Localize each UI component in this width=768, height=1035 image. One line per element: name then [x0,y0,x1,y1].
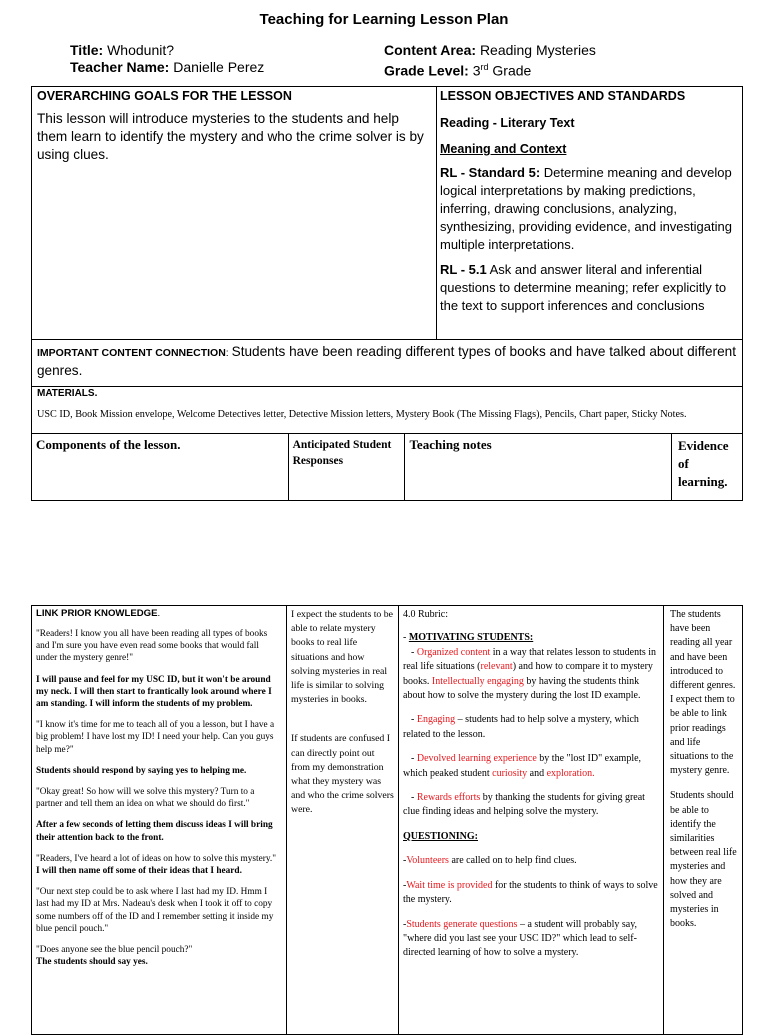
note-engaging [403,713,659,742]
note-rewards-term: Rewards efforts [416,792,481,804]
motivating-label: MOTIVATING STUDENTS: [408,632,534,644]
note-devolved-dash: - [411,753,417,765]
script-line-4: Students should respond by saying yes to helping me. [36,765,247,776]
script-line-6: After a few seconds of letting them discuss ideas I will bring their attention back to the front. [36,820,273,843]
title-field [70,42,174,59]
rubric-label: 4.0 Rubric: [403,609,448,620]
note-engaging-text: – students had to help solve a mystery, which related to the lesson. [403,714,639,740]
standard-5-1-text: Ask and answer literal and inferential questions to determine meaning; refer explicitly to the text to support inferences and conclusions [440,262,727,313]
content-connection-text: Students have been reading different types of books and have talked about different genres. [37,344,736,378]
note-curiosity-term: curiosity [492,767,528,779]
note-generate-dash: - [403,918,407,930]
note-rewards-dash: - [411,792,417,804]
components-header-table [31,433,743,501]
link-prior-heading-text: LINK PRIOR KNOWLEDGE [36,608,158,619]
note-devolved-term: Devolved learning experience [416,753,537,765]
responses-heading: Anticipated Student Responses [292,439,392,467]
evidence-heading: Evidence of learning. [678,438,729,489]
teaching-notes-heading: Teaching notes [409,437,492,452]
document-title: Teaching for Learning Lesson Plan [259,11,509,28]
note-devolved [403,752,659,781]
script-line-5: "Okay great! So how will we solve this mystery? Turn to a partner and tell them an idea on what we should do first." [36,787,255,810]
note-intellectual-term: Intellectually engaging [431,675,524,687]
note-rewards-text: by thanking the students for giving great clue finding ideas and helping solve the mystery. [403,792,645,818]
content-connection-label: IMPORTANT CONTENT CONNECTION [37,347,226,359]
content-connection-cell [32,340,743,387]
goals-heading: OVERARCHING GOALS FOR THE LESSON [37,89,292,103]
lesson-components-table [31,605,743,1035]
expected-relation: I expect the students to be able to relate mystery books to real life situations and how solving mysteries in real life is similar to solving mysteries in books. [291,609,394,706]
note-wait-time-text: for the students to think of ways to solve the mystery. [403,879,658,906]
script-line-11: The students should say yes. [36,957,148,968]
confusion-plan: If students are confused I can directly point out from my demonstration what they mystery was and who the crime solvers were. [291,733,394,816]
note-relevant-term: relevant [480,661,513,673]
script-line-7: "Readers, I've heard a lot of ideas on how to solve this mystery." [36,853,276,864]
script-line-2: I will pause and feel for my USC ID, but it won't be around my neck. I will then start to frantically look around where I am standing. I will inform the students of my problem. [36,674,272,710]
materials-label: MATERIALS. [37,388,98,399]
link-prior-heading-dot: . [157,608,161,619]
teaching-notes-cell [399,606,664,1035]
note-organized-term: Organized content [416,646,491,658]
questioning-heading: QUESTIONING: [403,830,479,842]
script-line-9: "Our next step could be to ask where I last had my ID. Hmm I last had my ID at Mrs. Nadeau's desk when I took it off to copy some numbers off of the ID and I remember setting it inside my blue pencil pouch." [36,887,274,934]
content-area-field [384,42,596,59]
evidence-col-header [672,434,743,501]
script-line-1: "Readers! I know you all have been reading all types of books and I'm sure you have even read some books that would fall under the mystery genre!" [36,629,268,664]
standard-5-text: Determine meaning and develop logical interpretations by making predictions, inferring, drawing conclusions, analyzing, synthesizing, providing evidence, and investigating multiple interpretations. [440,165,732,252]
note-engaging-term: Engaging [416,714,456,726]
link-prior-text [36,628,282,968]
evidence-of-learning-cell [664,606,743,1035]
objectives-heading: LESSON OBJECTIVES AND STANDARDS [440,89,686,103]
motivating-dash: - [403,632,409,644]
link-prior-heading [36,608,282,619]
note-volunteers-text: are called on to help find clues. [448,855,577,867]
script-line-10: "Does anyone see the blue pencil pouch?" [36,945,193,956]
content-area-value: Reading Mysteries [479,42,596,58]
note-generate-questions [403,918,659,961]
content-connection-colon: : [225,347,232,359]
anticipated-responses-cell [287,606,399,1035]
teacher-label: Teacher Name: [70,59,170,75]
note-organized-text-2: ) and how to compare it to mystery books. [403,661,653,687]
note-organized-text-3: by having the students think about how to solve the mystery during the lost ID example. [403,675,641,702]
note-volunteers [403,854,659,868]
components-heading: Components of the lesson. [36,437,181,452]
materials-cell [32,387,743,434]
note-wait-time-term: Wait time is provided [406,879,493,891]
goals-cell [32,87,437,340]
note-rewards [403,791,659,820]
note-organized [403,646,659,704]
note-generate-text: – a student will probably say, "where did you last see your USC ID?" which lead to self-directed learning of how to solve a mystery. [403,918,638,959]
note-engaging-dash: - [411,714,417,726]
materials-text: USC ID, Book Mission envelope, Welcome Detectives letter, Detective Mission letters, Mystery Book (The Missing Flags), Pencils, Chart paper, Sticky Notes. [37,409,687,420]
note-volunteers-dash: - [403,855,407,867]
teacher-field [70,59,264,76]
note-wait-time [403,879,659,908]
components-col-header [32,434,289,501]
note-devolved-text-2: and [527,767,547,779]
note-devolved-text-1: by the "lost ID" example, which peaked student [403,753,642,779]
script-line-3: "I know it's time for me to teach all of you a lesson, but I have a big problem! I have lost my ID! I need your help. Can you guys help me?" [36,720,275,755]
teacher-value: Danielle Perez [173,59,265,75]
content-area-label: Content Area: [384,42,477,58]
motivating-heading [403,631,659,645]
content-connection [37,343,737,380]
note-volunteers-term: Volunteers [406,855,449,867]
evidence-similarities: Students should be able to identify the similarities between real life mysteries and how they are solved and mysteries in books. [670,790,737,930]
link-prior-knowledge-cell [32,606,287,1035]
standard-5-label: RL - Standard 5: [440,165,541,180]
grade-level-label: Grade Level: [384,62,469,79]
goals-text: This lesson will introduce mysteries to the students and help them learn to identify the mystery and who the crime solver is by using clues. [37,111,424,162]
script-line-8: I will then name off some of their ideas that I heard. [36,866,242,877]
responses-col-header [288,434,405,501]
evidence-prior-reading: The students have been reading all year and have been introduced to different genres. I expect them to be able to link prior readings and life situations to the mystery genre. [670,609,736,777]
note-wait-time-dash: - [403,879,407,891]
grade-level-word: Grade [488,62,532,79]
standard-5-1 [440,261,738,315]
grade-level-field [384,59,531,80]
objectives-subheading: Reading - Literary Text [440,116,575,130]
grade-level-suffix: rd [480,62,489,72]
standard-5 [440,164,738,254]
grade-level-number: 3 [472,62,481,79]
teaching-notes-text [403,608,659,961]
note-organized-dash: - [411,646,417,658]
title-label: Title: [70,42,104,58]
meaning-context-heading: Meaning and Context [440,142,567,156]
note-exploration-term: exploration. [546,767,595,779]
note-generate-term: Students generate questions [406,918,518,930]
teaching-notes-col-header [405,434,672,501]
lesson-plan-upper-table [31,86,743,434]
objectives-cell [437,87,743,340]
standard-5-1-label: RL - 5.1 [440,262,487,277]
title-value: Whodunit? [107,42,175,58]
note-organized-text-1: in a way that relates lesson to students in real life situations ( [403,646,657,673]
